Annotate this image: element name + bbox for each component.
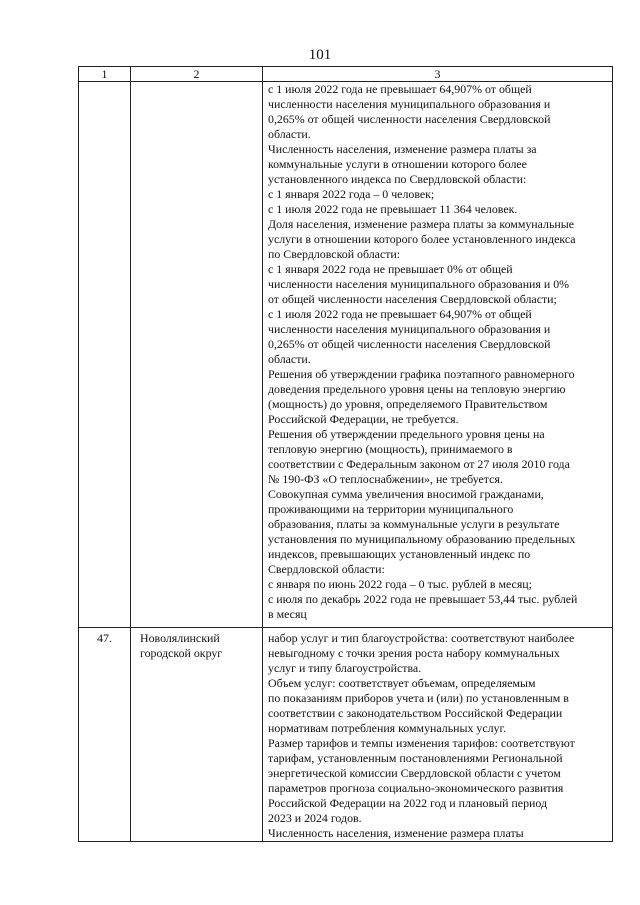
text-line: услуги в отношении которого более установленного индекса [268, 232, 576, 246]
text-line: Российской Федерации на 2022 год и плановый период [268, 796, 548, 810]
text-line: Решения об утверждении предельного уровня цены на [268, 427, 545, 441]
text-line: с июля по декабрь 2022 года не превышает 53,44 тыс. рублей [268, 592, 578, 606]
municipality-cell [131, 82, 263, 628]
text-line: параметров прогноза социально-экономического развития [268, 781, 564, 795]
text-line: Численность населения, изменение размера платы за [268, 142, 537, 156]
table-row-47 [79, 628, 613, 842]
text-line: с 1 июля 2022 года не превышает 11 364 человек. [268, 202, 518, 216]
text-line: невыгодному с точки зрения роста набору коммунальных [268, 646, 560, 660]
text-line: Решения об утверждении графика поэтапного равномерного [268, 367, 575, 381]
text-line: набор услуг и тип благоустройства: соответствуют наиболее [268, 631, 575, 645]
text-line: установленного индекса по Свердловской области: [268, 172, 527, 186]
text-line: Размер тарифов и темпы изменения тарифов: соответствуют [268, 736, 575, 750]
text-line: 0,265% от общей численности населения Свердловской [268, 112, 551, 126]
text-line: Совокупная сумма увеличения вносимой гражданами, [268, 487, 544, 501]
text-line: Доля населения, изменение размера платы за коммунальные [268, 217, 575, 231]
page-number: 101 [308, 47, 332, 63]
municipality-name [131, 628, 262, 661]
text-line: (мощность) до уровня, определяемого Правительством [268, 397, 548, 411]
text-line: энергетической комиссии Свердловской области с учетом [268, 766, 561, 780]
text-line: проживающими на территории муниципального [268, 502, 514, 516]
text-line: соответствии с Федеральным законом от 27 июля 2010 года [268, 457, 570, 471]
text-line: коммунальные услуги в отношении которого более [268, 157, 527, 171]
row-number-cell [79, 82, 131, 628]
text-line: услуг и типу благоустройства. [268, 661, 422, 675]
municipality-name-line: Новолялинский [140, 631, 220, 645]
row-number-cell [79, 628, 131, 842]
text-line: Объем услуг: соответствует объемам, определяемым [268, 676, 536, 690]
text-line: численности населения муниципального образования и [268, 322, 551, 336]
row-number: 47. [97, 631, 112, 645]
text-line: установления по муниципальному образованию предельных [268, 532, 576, 546]
description-cell [263, 628, 613, 842]
municipality-name-line: городской округ [140, 646, 223, 660]
header-col-2: 2 [131, 67, 263, 82]
text-line: 2023 и 2024 годов. [268, 811, 362, 825]
text-line: численности населения муниципального образования и 0% [268, 277, 570, 291]
text-line: по Свердловской области: [268, 247, 401, 261]
text-line: с января по июнь 2022 года – 0 тыс. рублей в месяц; [268, 577, 532, 591]
document-table [78, 66, 613, 842]
text-line: № 190-ФЗ «О теплоснабжении», не требуется. [268, 472, 503, 486]
text-line: Российской Федерации, не требуется. [268, 412, 459, 426]
description-cell [263, 82, 613, 628]
text-line: соответствии с законодательством Российской Федерации [268, 706, 563, 720]
municipality-name [131, 82, 262, 85]
text-line: индексов, превышающих установленный индекс по [268, 547, 531, 561]
text-line: тарифам, установленным постановлениями Региональной [268, 751, 563, 765]
text-line: с 1 июля 2022 года не превышает 64,907% от общей [268, 307, 532, 321]
text-line: от общей численности населения Свердловской области; [268, 292, 557, 306]
table-header-row [79, 67, 613, 82]
text-line: образования, платы за коммунальные услуги в результате [268, 517, 560, 531]
text-line: нормативам потребления коммунальных услуг. [268, 721, 506, 735]
text-line: с 1 января 2022 года не превышает 0% от общей [268, 262, 513, 276]
text-line: с 1 июля 2022 года не превышает 64,907% от общей [268, 82, 532, 96]
text-line: Свердловской области: [268, 562, 385, 576]
text-line: доведения предельного уровня цены на тепловую энергию [268, 382, 566, 396]
municipality-cell [131, 628, 263, 842]
row-number [79, 82, 130, 85]
table-row-continuation [79, 82, 613, 628]
text-line: области. [268, 352, 311, 366]
text-line: с 1 января 2022 года – 0 человек; [268, 187, 435, 201]
text-line: по показаниям приборов учета и (или) по установленным в [268, 691, 569, 705]
text-line: тепловую энергию (мощность), принимаемого в [268, 442, 513, 456]
text-line: в месяц [268, 607, 307, 621]
text-line: 0,265% от общей численности населения Свердловской [268, 337, 551, 351]
header-col-3: 3 [263, 67, 613, 82]
text-line: области. [268, 127, 311, 141]
header-col-1: 1 [79, 67, 131, 82]
text-line: численности населения муниципального образования и [268, 97, 551, 111]
text-line: Численность населения, изменение размера платы [268, 826, 524, 840]
